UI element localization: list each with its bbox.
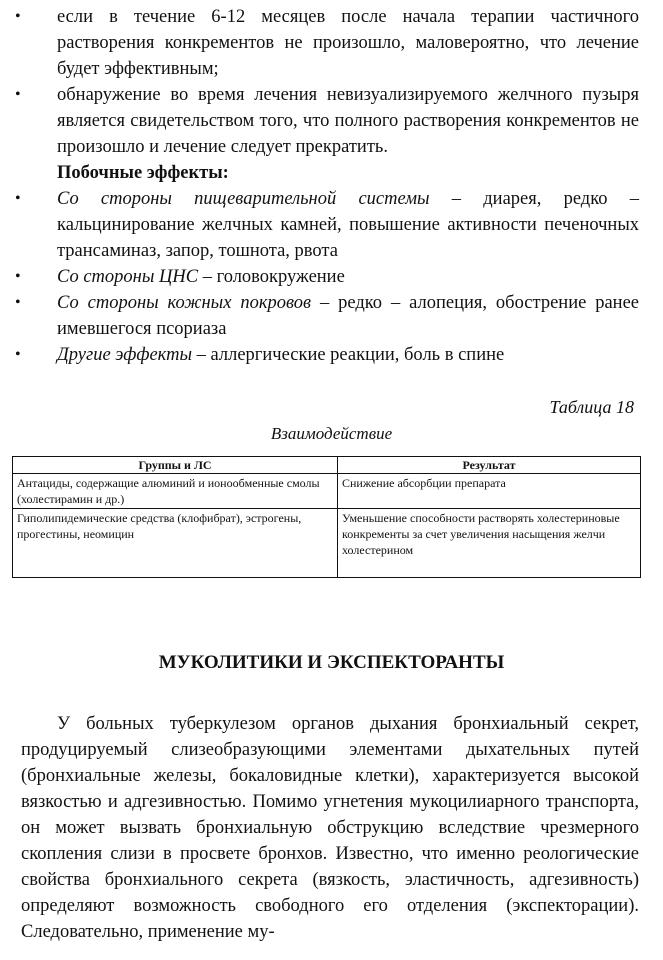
bullet-icon: • [15, 86, 21, 103]
bullet-list [0, 4, 663, 368]
table-cell: Гиполипидемические средства (клофибрат), эстрогены, прогестины, неомицин [13, 509, 338, 578]
side-effect-label: Со стороны пищеварительной системы [57, 189, 430, 209]
bullet-icon: • [15, 268, 21, 285]
list-item-text: если в течение 6-12 месяцев после начала терапии частичного растворения конкрементов не произошло, маловероятно, что лечение будет эффективным; [57, 7, 639, 79]
list-item [0, 342, 663, 368]
list-item [0, 186, 663, 264]
side-effect-text: – редко – алопеция, обострение ранее имевшегося псориаза [57, 293, 639, 339]
bullet-icon: • [15, 346, 21, 363]
side-effect-label: Другие эффекты [57, 345, 192, 365]
list-item [0, 264, 663, 290]
side-effect-label: Со стороны кожных покровов [57, 293, 312, 313]
side-effect-text: – головокружение [198, 267, 345, 287]
side-effects-heading: Побочные эффекты: [57, 163, 229, 183]
interaction-table [12, 456, 641, 578]
table-number: Таблица 18 [549, 397, 634, 417]
side-effect-text: – аллергические реакции, боль в спине [191, 345, 505, 365]
bullet-icon: • [15, 190, 21, 207]
bullet-icon: • [15, 8, 21, 25]
table-cell: Снижение абсорбции препарата [338, 474, 641, 509]
table-cell: Антациды, содержащие алюминий и ионообменные смолы (холестирамин и др.) [13, 474, 338, 509]
side-effect-text: – диарея, редко – кальцинирование желчных камней, повышение активности печеночных трансаминаз, запор, тошнота, рвота [57, 189, 639, 261]
list-item-text: обнаружение во время лечения невизуализируемого желчного пузыря является свидетельством того, что полного растворения конкрементов не произошло и лечение следует прекратить. [57, 85, 639, 157]
side-effect-label: Со стороны ЦНС [57, 267, 199, 287]
table-header-row [13, 457, 641, 474]
bullet-icon: • [15, 294, 21, 311]
table-row [13, 509, 641, 578]
section-title: МУКОЛИТИКИ И ЭКСПЕКТОРАНТЫ [158, 652, 505, 673]
list-item [0, 82, 663, 160]
list-item [0, 4, 663, 82]
table-row [13, 474, 641, 509]
body-paragraph: У больных туберкулезом органов дыхания бронхиальный секрет, продуцируемый слизеобразующими элементами дыхательных путей (бронхиальные железы, бокаловидные клетки), характеризуется высокой вязкостью и адгезивностью. Помимо угнетения мукоцилиарного транспорта, он может вызвать бронхиальную обструкцию вследствие чрезмерного скопления слизи в просвете бронхов. Известно, что именно реологические свойства бронхиального секрета (вязкость, эластичность, адгезивность) определяют возможность свободного его отделения (экспекторации). Следовательно, применение му- [21, 714, 639, 942]
table-header-groups: Группы и ЛС [13, 457, 338, 474]
list-item [0, 290, 663, 342]
table-header-result: Результат [338, 457, 641, 474]
table-cell: Уменьшение способности растворять холестериновые конкременты за счет увеличения насыщения желчи холестерином [338, 509, 641, 578]
table-title: Взаимодействие [270, 424, 393, 443]
